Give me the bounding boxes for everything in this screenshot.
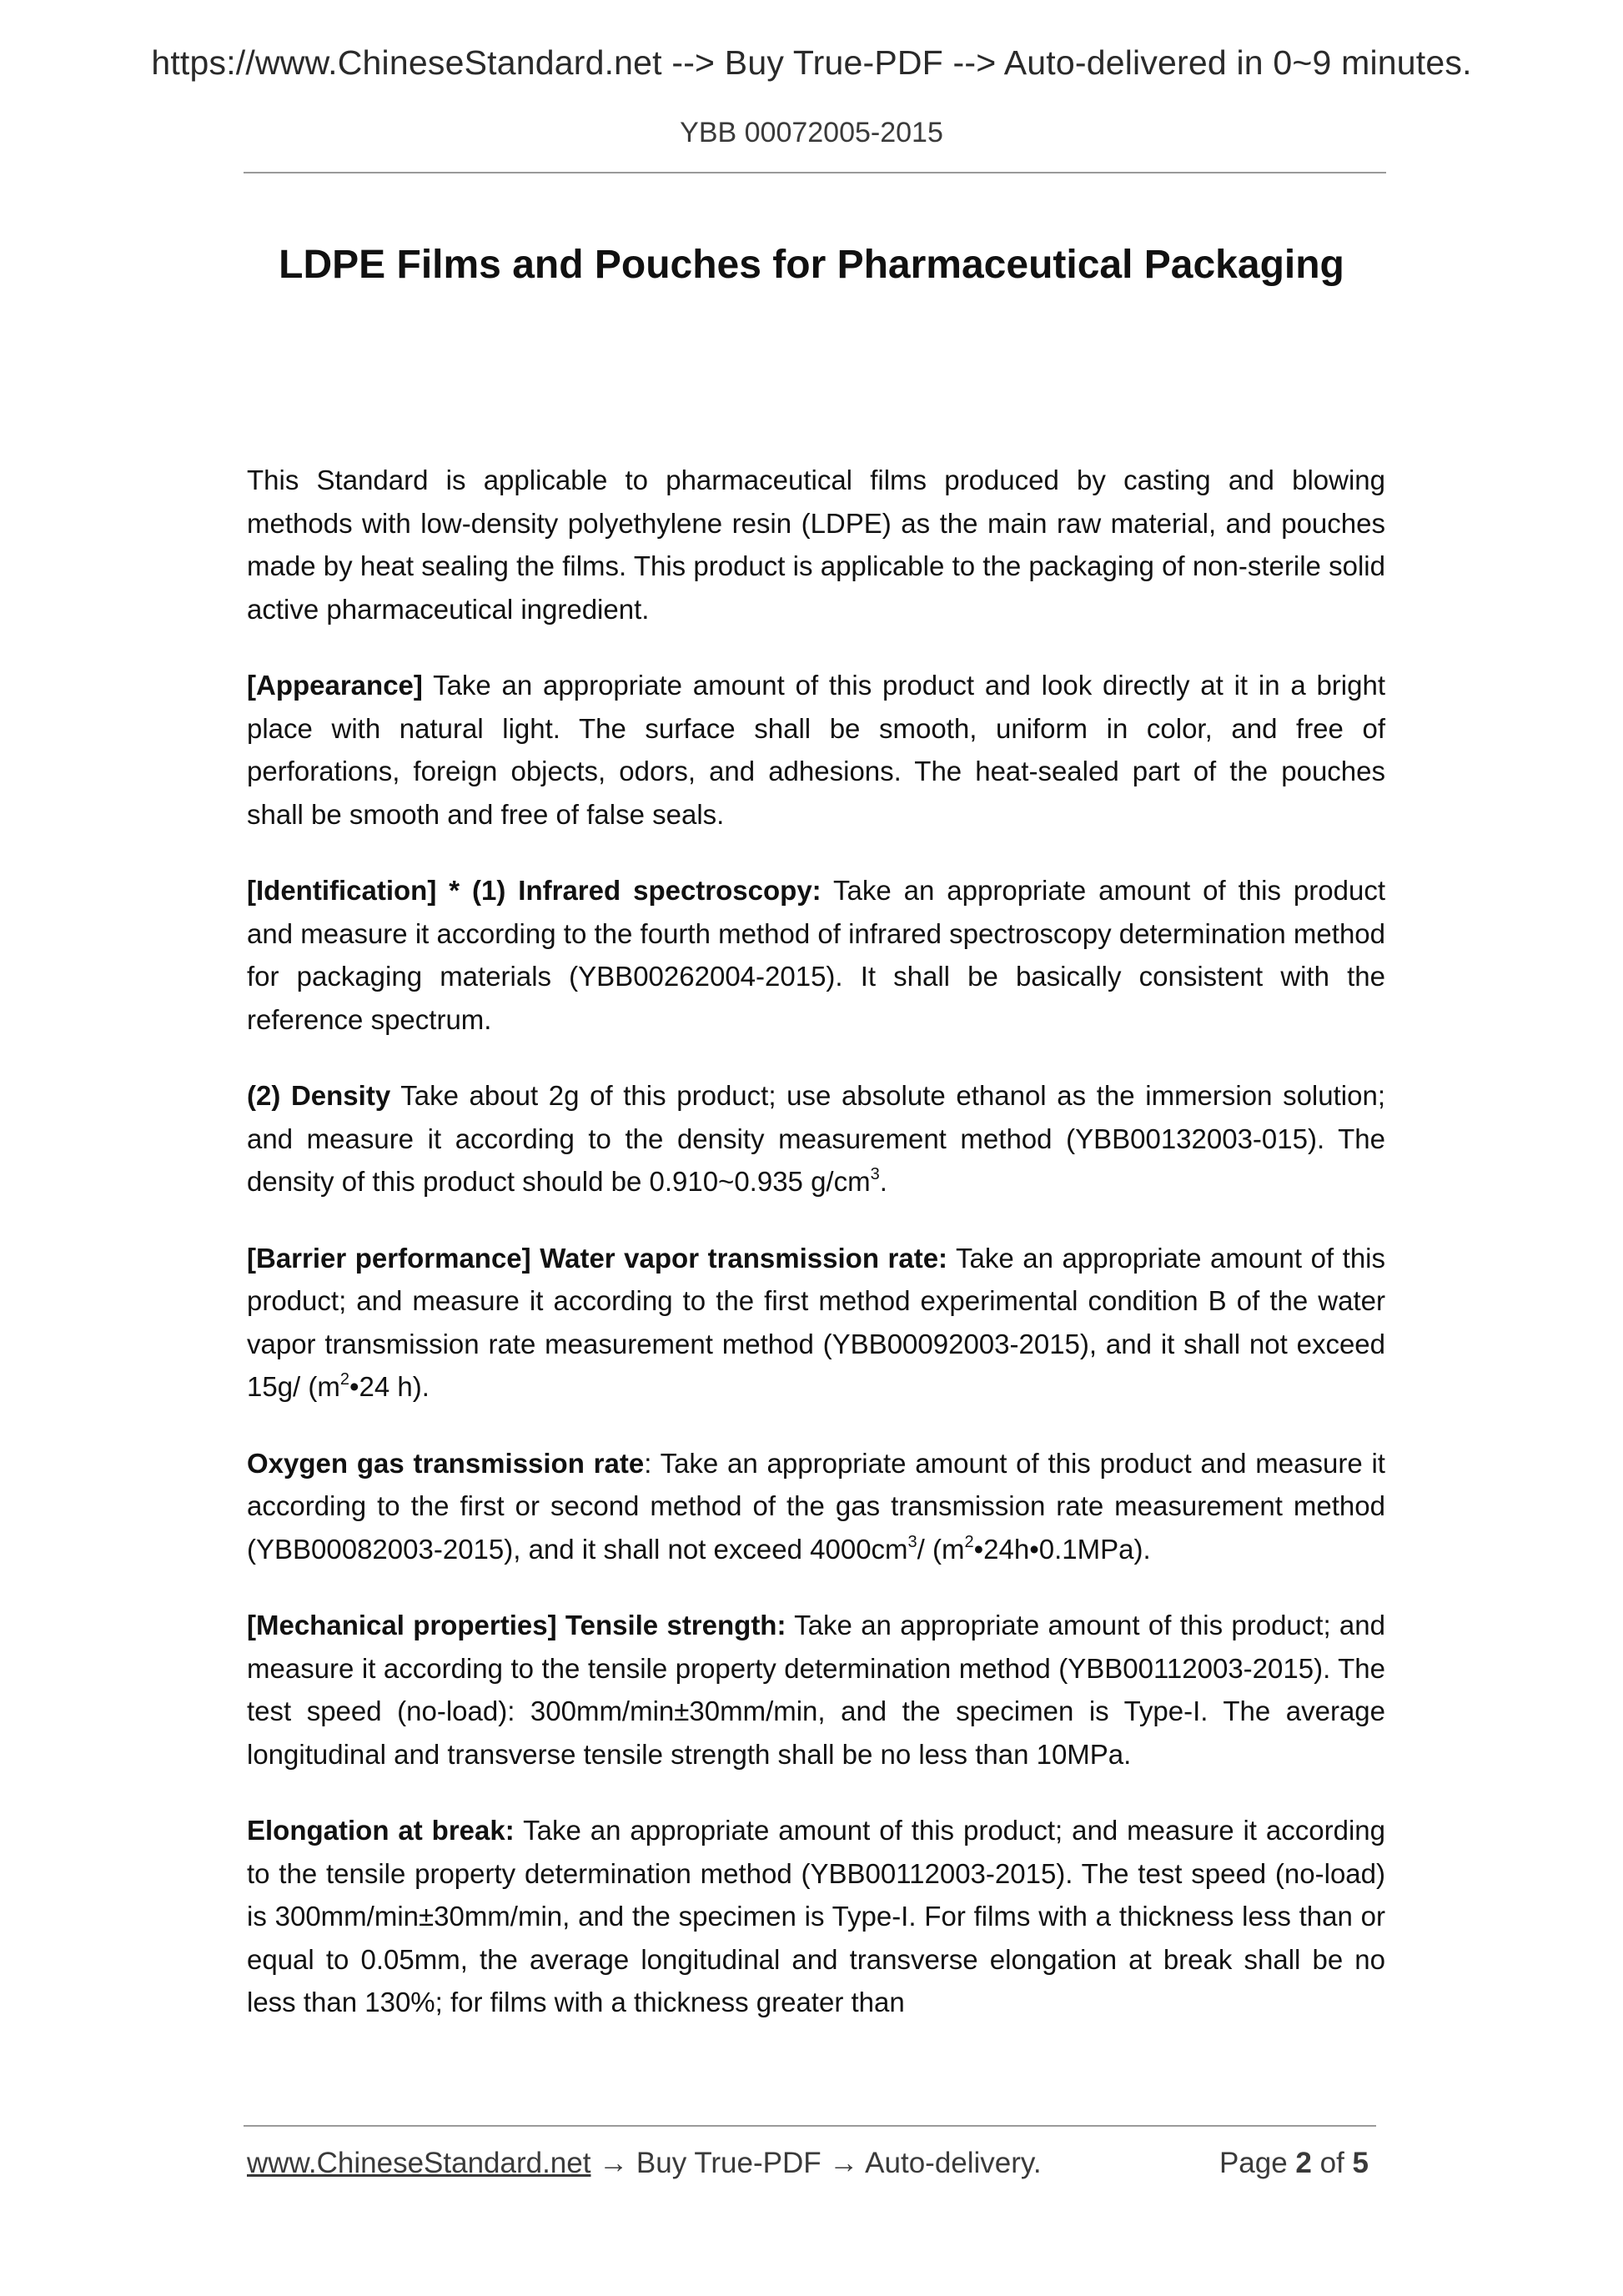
identification-heading: [Identification] * (1) Infrared spectroscopy: — [247, 875, 822, 906]
of-word: of — [1311, 2147, 1353, 2179]
scope-paragraph — [247, 459, 1385, 631]
appearance-heading: [Appearance] — [247, 670, 423, 701]
footer-divider — [244, 2125, 1376, 2127]
footer-site-link[interactable]: www.ChineseStandard.net — [247, 2147, 591, 2179]
tensile-text: Take an appropriate amount of this product; and measure it according to the tensile property determination method (YBB00112003-2015). The test speed (no-load): 300mm/min±30mm/min, and the specimen is Type-I. The average longitudinal and transverse tensile strength shall be no less than 10MPa. — [247, 1610, 1385, 1770]
page-title: LDPE Films and Pouches for Pharmaceutical Packaging — [279, 243, 1344, 287]
page-word: Page — [1219, 2147, 1296, 2179]
water-vapor-text: Take an appropriate amount of this product; and measure it according to the first method experimental condition B of the water vapor transmission rate measurement method (YBB00092003-2015), and it shall not exceed 15g/ (m — [247, 1242, 1385, 1402]
water-vapor-heading: [Barrier performance] Water vapor transmission rate: — [247, 1242, 948, 1274]
document-body — [247, 459, 1385, 2057]
oxygen-superscript-volume: 3 — [907, 1532, 917, 1551]
header-divider — [244, 172, 1386, 173]
footer-left — [247, 2147, 1042, 2180]
appearance-paragraph — [247, 664, 1385, 836]
identification-text: Take an appropriate amount of this product and measure it according to the fourth method of infrared spectroscopy determination method for packaging materials (YBB00262004-2015). It shall be basically consistent with the reference spectrum. — [247, 875, 1386, 1035]
page-total: 5 — [1352, 2147, 1369, 2179]
density-paragraph — [247, 1074, 1385, 1203]
scope-text: This Standard is applicable to pharmaceutical films produced by casting and blowing methods with low-density polyethylene resin (LDPE) as the main raw material, and pouches made by heat sealing the films. This product is applicable to the packaging of non-sterile solid active pharmaceutical ingredient. — [247, 465, 1385, 625]
oxygen-mid: / (m — [917, 1533, 965, 1565]
footer-tagline: → Buy True-PDF → Auto-delivery. — [590, 2147, 1042, 2179]
tensile-paragraph — [247, 1604, 1385, 1776]
tensile-heading: [Mechanical properties] Tensile strength: — [247, 1610, 786, 1640]
water-vapor-end: •24 h). — [349, 1371, 430, 1402]
elongation-text: Take an appropriate amount of this product; and measure it according to the tensile property determination method (YBB00112003-2015). The test speed (no-load) is 300mm/min±30mm/min, and the specimen is Type-I. For films with a thickness less than or equal to 0.05mm, the average longitudinal and transverse elongation at break shall be no less than 130%; for films with a thickness greater than — [247, 1815, 1385, 2017]
elongation-heading: Elongation at break: — [247, 1815, 515, 1846]
oxygen-text: : Take an appropriate amount of this product and measure it according to the first or second method of the gas transmission rate measurement method (YBB00082003-2015), and it shall not exceed 4000cm — [247, 1447, 1385, 1565]
water-vapor-superscript: 2 — [339, 1370, 349, 1389]
water-vapor-paragraph — [247, 1237, 1385, 1409]
oxygen-superscript-area: 2 — [964, 1532, 974, 1551]
density-text: Take about 2g of this product; use absolute ethanol as the immersion solution; and measure it according to the density measurement method (YBB00132003-015). The density of this product should be 0.910~0.935 g/cm — [247, 1080, 1385, 1197]
page-number: 2 — [1295, 2147, 1312, 2179]
document-code: YBB 00072005-2015 — [680, 117, 943, 148]
density-superscript: 3 — [870, 1165, 880, 1183]
header-banner: https://www.ChineseStandard.net --> Buy True-PDF --> Auto-delivered in 0~9 minutes. — [151, 43, 1472, 82]
oxygen-paragraph — [247, 1442, 1385, 1571]
density-end: . — [879, 1166, 887, 1197]
page-indicator — [1219, 2147, 1369, 2180]
appearance-text: Take an appropriate amount of this product and look directly at it in a bright place with natural light. The surface shall be smooth, uniform in color, and free of perforations, foreign objects, odors, and adhesions. The heat-sealed part of the pouches shall be smooth and free of false seals. — [247, 670, 1385, 830]
density-heading: (2) Density — [247, 1080, 391, 1111]
oxygen-end: •24h•0.1MPa). — [973, 1533, 1151, 1565]
identification-paragraph — [247, 869, 1385, 1041]
oxygen-heading: Oxygen gas transmission rate — [247, 1447, 645, 1479]
elongation-paragraph — [247, 1809, 1385, 2024]
